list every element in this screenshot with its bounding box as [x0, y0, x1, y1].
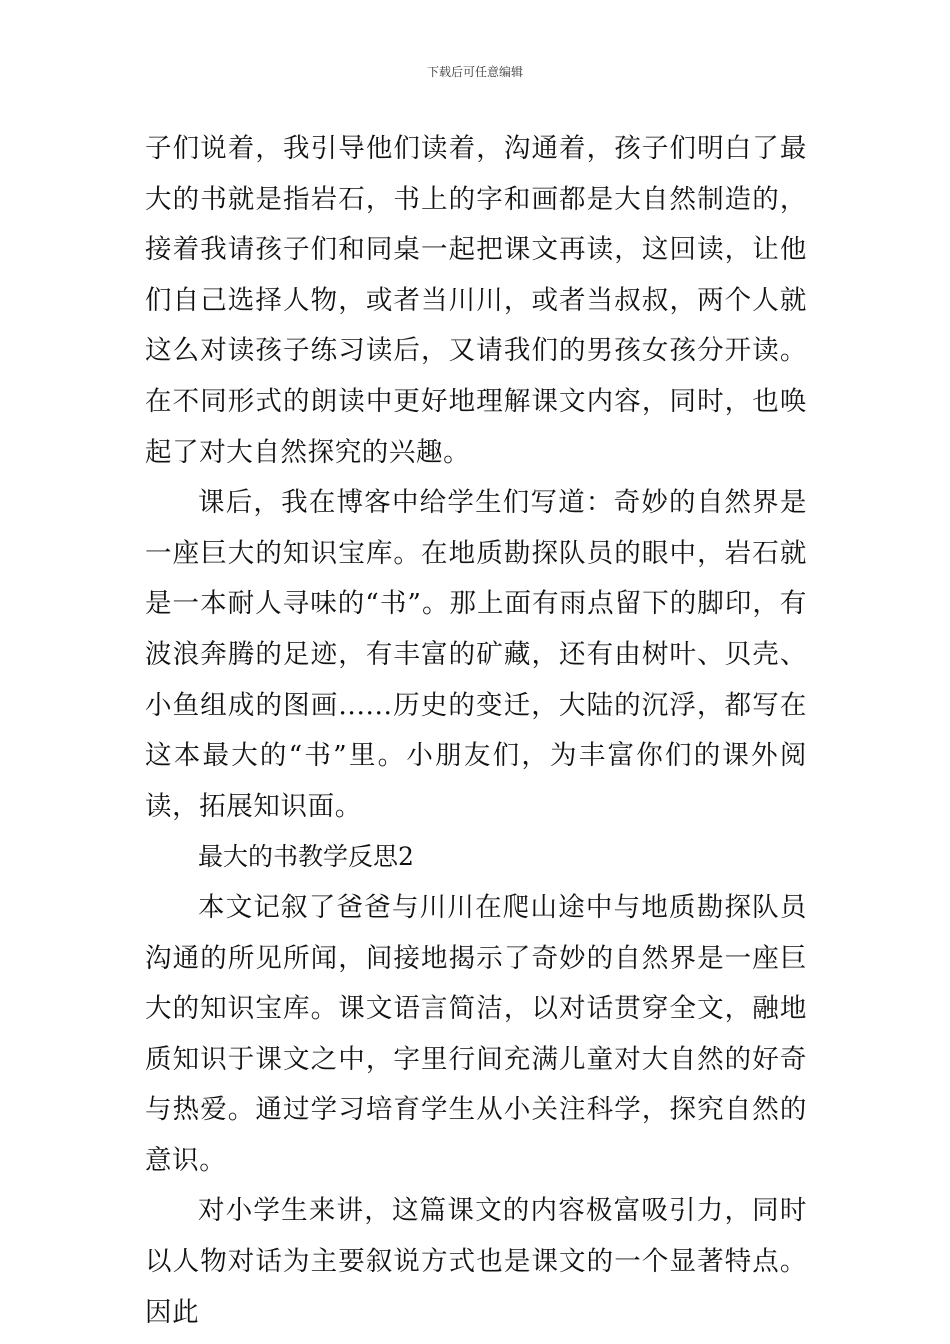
- page-header: 下载后可任意编辑: [426, 65, 523, 79]
- paragraph-analysis: 对小学生来讲，这篇课文的内容极富吸引力，同时以人物对话为主要叙说方式也是课文的一个显著特点。因此: [145, 1195, 807, 1328]
- section-heading: 最大的书教学反思2: [198, 842, 414, 872]
- document-body: [145, 124, 807, 1338]
- paragraph-summary: 本文记叙了爸爸与川川在爬山途中与地质勘探队员沟通的所见所闻，间接地揭示了奇妙的自然界是一座巨大的知识宝库。课文语言简洁，以对话贯穿全文，融地质知识于课文之中，字里行间充满儿童对大自然的好奇与热爱。通过学习培育学生从小关注科学，探究自然的意识。: [145, 891, 807, 1176]
- paragraph-blog: 课后，我在博客中给学生们写道：奇妙的自然界是一座巨大的知识宝库。在地质勘探队员的眼中，岩石就是一本耐人寻味的“书”。那上面有雨点留下的脚印，有波浪奔腾的足迹，有丰富的矿藏，还有由树叶、贝壳、小鱼组成的图画......历史的变迁，大陆的沉浮，都写在这本最大的“书”里。小朋友们，为丰富你们的课外阅读，拓展知识面。: [145, 487, 807, 822]
- paragraph-continued: 子们说着，我引导他们读着，沟通着，孩子们明白了最大的书就是指岩石，书上的字和画都是大自然制造的，接着我请孩子们和同桌一起把课文再读，这回读，让他们自己选择人物，或者当川川，或者当叔叔，两个人就这么对读孩子练习读后，又请我们的男孩女孩分开读。在不同形式的朗读中更好地理解课文内容，同时，也唤起了对大自然探究的兴趣。: [145, 133, 807, 468]
